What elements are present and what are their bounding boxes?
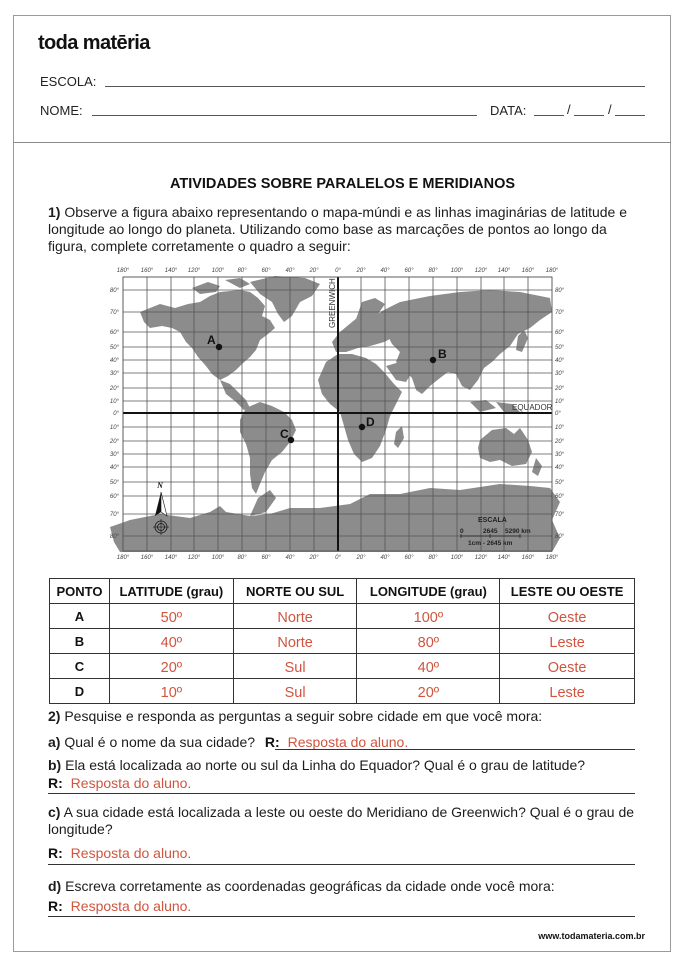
svg-text:180°: 180° [545,268,559,274]
date-separator: / [567,102,571,117]
svg-text:80°: 80° [428,555,438,561]
svg-text:40°: 40° [109,358,119,364]
table-row [50,654,635,679]
svg-text:120°: 120° [187,268,201,274]
world-map [100,262,570,562]
answer-label: R: [48,898,63,914]
svg-text:70°: 70° [555,512,565,518]
point-b-label: B [438,347,447,361]
svg-text:160°: 160° [140,555,154,561]
svg-text:0°: 0° [113,411,119,417]
col-header-norte-sul: NORTE OU SUL [233,579,357,604]
cell-norte-sul[interactable]: Sul [233,679,357,704]
point-d-label: D [366,415,375,429]
svg-text:20°: 20° [309,555,319,561]
col-header-leste-oeste: LESTE OU OESTE [500,579,635,604]
col-header-longitude: LONGITUDE (grau) [357,579,500,604]
date-day-field[interactable] [534,115,564,116]
cell-longitude[interactable]: 40º [357,654,500,679]
svg-text:20°: 20° [109,386,119,392]
cell-ponto: C [50,654,110,679]
svg-text:20°: 20° [356,555,366,561]
cell-longitude[interactable]: 80º [357,629,500,654]
point-c-label: C [280,427,289,441]
answer-label: R: [264,734,280,750]
svg-text:50°: 50° [555,480,565,486]
date-year-field[interactable] [615,115,645,116]
point-b-marker [430,357,436,363]
question-number: 1) [48,204,61,220]
svg-text:20°: 20° [309,268,319,274]
item-letter: c) [48,804,61,820]
svg-text:60°: 60° [109,494,119,500]
svg-text:70°: 70° [109,310,119,316]
col-header-ponto: PONTO [50,579,110,604]
svg-text:70°: 70° [555,310,565,316]
svg-text:70°: 70° [109,512,119,518]
answer-text[interactable]: Resposta do aluno. [70,845,192,861]
question-2d [48,878,638,895]
cell-leste-oeste[interactable]: Leste [500,679,635,704]
svg-text:180°: 180° [545,555,559,561]
svg-text:2645: 2645 [483,528,498,535]
svg-text:80°: 80° [555,534,565,540]
answer-line [48,864,635,865]
cell-leste-oeste[interactable]: Leste [500,629,635,654]
svg-text:60°: 60° [555,330,565,336]
svg-text:60°: 60° [404,268,414,274]
date-month-field[interactable] [574,115,604,116]
col-header-latitude: LATITUDE (grau) [109,579,233,604]
svg-text:0: 0 [460,528,464,535]
svg-text:0°: 0° [555,411,561,417]
item-letter: a) [48,734,61,750]
svg-text:40°: 40° [285,555,295,561]
answer-text[interactable]: Resposta do aluno. [70,775,192,791]
cell-longitude[interactable]: 100º [357,604,500,629]
question-text: Observe a figura abaixo representando o mapa-múndi e as linhas imaginárias de latitude e longitude ao longo do planeta. Utilizando como base as marcações de pontos ao longo da figura, complete corretamente o quadro a seguir: [48,204,628,254]
name-field[interactable] [92,115,477,116]
svg-text:40°: 40° [285,268,295,274]
svg-text:10°: 10° [555,425,565,431]
svg-text:80°: 80° [109,288,119,294]
answer-label: R: [48,845,63,861]
svg-text:20°: 20° [356,268,366,274]
table-header-row [50,579,635,604]
svg-text:30°: 30° [555,452,565,458]
point-a-label: A [207,333,216,347]
cell-norte-sul[interactable]: Sul [233,654,357,679]
svg-text:40°: 40° [555,358,565,364]
svg-text:30°: 30° [555,371,565,377]
point-c-marker [288,437,294,443]
svg-text:180°: 180° [116,268,130,274]
cell-latitude[interactable]: 10º [109,679,233,704]
cell-norte-sul[interactable]: Norte [233,604,357,629]
svg-text:160°: 160° [521,555,535,561]
svg-text:160°: 160° [521,268,535,274]
svg-text:60°: 60° [555,494,565,500]
svg-text:40°: 40° [380,555,390,561]
point-d-marker [359,424,365,430]
answer-label: R: [48,775,63,791]
cell-ponto: A [50,604,110,629]
header-divider [13,142,671,143]
answer-row [48,775,638,792]
svg-text:80°: 80° [237,268,247,274]
answer-line [275,749,635,750]
cell-latitude[interactable]: 20º [109,654,233,679]
svg-text:40°: 40° [555,465,565,471]
svg-text:50°: 50° [109,480,119,486]
school-field[interactable] [105,86,645,87]
school-label: ESCOLA: [40,74,97,89]
brand-logo: toda matēria [38,32,150,54]
svg-text:180°: 180° [116,555,130,561]
item-letter: d) [48,878,62,894]
item-letter: b) [48,757,62,773]
svg-text:160°: 160° [140,268,154,274]
cell-ponto: D [50,679,110,704]
table-row [50,679,635,704]
svg-text:0°: 0° [335,268,341,274]
item-question: Ela está localizada ao norte ou sul da Linha do Equador? Qual é o grau de latitude? [61,757,586,773]
svg-text:10°: 10° [555,399,565,405]
svg-text:140°: 140° [497,555,511,561]
page-title: ATIVIDADES SOBRE PARALELOS E MERIDIANOS [169,176,516,192]
item-question: Qual é o nome da sua cidade? [60,734,256,750]
table-row [50,629,635,654]
svg-text:50°: 50° [555,345,565,351]
cell-longitude[interactable]: 20º [357,679,500,704]
question-2 [48,708,638,725]
svg-text:80°: 80° [109,534,119,540]
svg-text:140°: 140° [497,268,511,274]
svg-text:50°: 50° [109,345,119,351]
svg-text:100°: 100° [450,555,464,561]
question-text: Pesquise e responda as perguntas a seguir sobre cidade em que você mora: [60,708,543,724]
svg-text:10°: 10° [109,425,119,431]
svg-text:30°: 30° [109,452,119,458]
svg-text:20°: 20° [109,439,119,445]
greenwich-label: GREENWICH [328,278,337,328]
cell-latitude[interactable]: 40º [109,629,233,654]
svg-text:60°: 60° [404,555,414,561]
svg-text:60°: 60° [261,555,271,561]
svg-text:120°: 120° [474,555,488,561]
svg-text:100°: 100° [211,268,225,274]
name-label: NOME: [40,103,83,118]
cell-ponto: B [50,629,110,654]
answer-text[interactable]: Resposta do aluno. [70,898,192,914]
svg-text:10°: 10° [109,399,119,405]
svg-text:40°: 40° [380,268,390,274]
answer-text[interactable]: Resposta do aluno. [287,734,409,750]
item-question: Escreva corretamente as coordenadas geográficas da cidade onde você mora: [61,878,555,894]
svg-text:100°: 100° [211,555,225,561]
date-label: DATA: [490,103,527,118]
item-question: A sua cidade está localizada a leste ou oeste do Meridiano de Greenwich? Qual é o grau de longitude? [48,804,635,837]
question-number: 2) [48,708,61,724]
svg-text:80°: 80° [428,268,438,274]
cell-norte-sul[interactable]: Norte [233,629,357,654]
point-a-marker [216,344,222,350]
answer-row [48,845,638,862]
cell-latitude[interactable]: 50º [109,604,233,629]
question-2b [48,757,638,774]
svg-text:ESCALA: ESCALA [478,517,507,524]
svg-text:120°: 120° [187,555,201,561]
svg-text:120°: 120° [474,268,488,274]
svg-text:0°: 0° [335,555,341,561]
cell-leste-oeste[interactable]: Oeste [500,604,635,629]
question-2c [48,804,638,838]
answer-line [48,793,635,794]
answer-line [48,916,635,917]
svg-text:N: N [157,481,163,490]
svg-text:1cm - 2645 km: 1cm - 2645 km [468,540,513,547]
cell-leste-oeste[interactable]: Oeste [500,654,635,679]
svg-text:20°: 20° [555,439,565,445]
svg-text:80°: 80° [555,288,565,294]
svg-text:80°: 80° [237,555,247,561]
svg-text:60°: 60° [109,330,119,336]
date-separator: / [608,102,612,117]
coordinates-table [49,578,635,704]
svg-text:60°: 60° [261,268,271,274]
svg-text:20°: 20° [555,386,565,392]
svg-text:40°: 40° [109,465,119,471]
svg-text:140°: 140° [164,555,178,561]
svg-text:140°: 140° [164,268,178,274]
question-1 [48,204,638,255]
footer-url[interactable]: www.todamateria.com.br [538,931,645,941]
table-row [50,604,635,629]
svg-text:30°: 30° [109,371,119,377]
svg-text:100°: 100° [450,268,464,274]
answer-row [48,898,638,915]
equator-label: EQUADOR [512,403,553,412]
svg-text:5290 km: 5290 km [505,528,531,535]
